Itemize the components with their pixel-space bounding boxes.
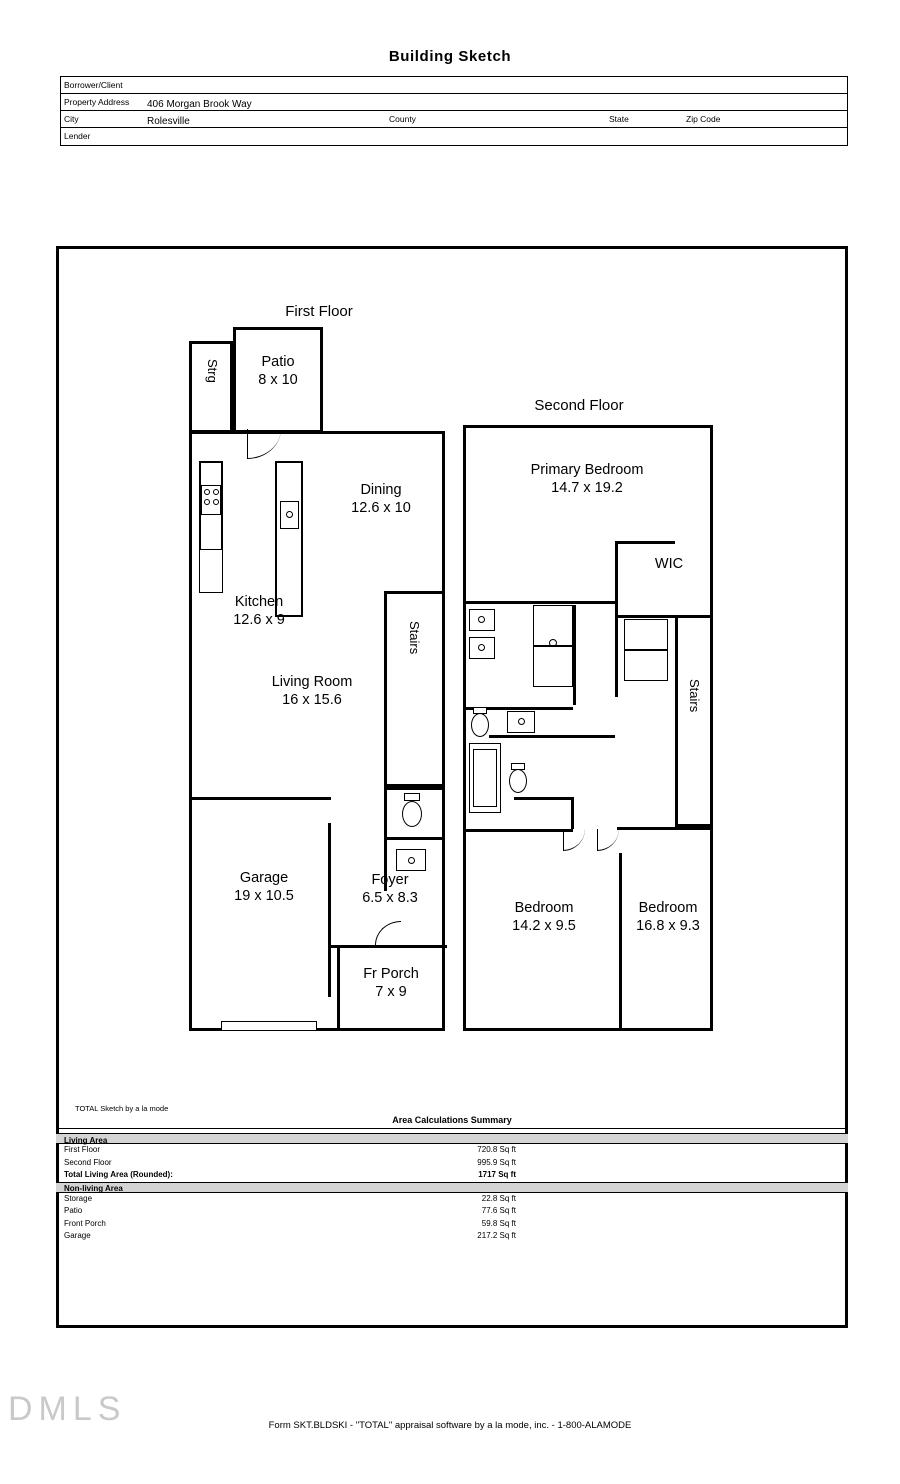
room-label-kitchen: [194, 593, 324, 629]
area-row-total-living: [56, 1169, 848, 1182]
area-row-second-floor: [56, 1157, 848, 1170]
wall-garage-right: [328, 823, 331, 997]
kitchen-dim: 12.6 x 9: [233, 612, 285, 629]
burner-icon-1: [204, 489, 210, 495]
primary-bedroom-name: Primary Bedroom: [530, 462, 644, 478]
room-outline-stairs-second: [675, 615, 713, 827]
room-label-bedroom-b: [601, 899, 735, 935]
burner-icon-3: [204, 499, 210, 505]
label-county: County: [389, 114, 416, 124]
toilet-tank-icon-second-a: [473, 707, 487, 714]
info-row-borrower: [61, 77, 847, 94]
wall-bath-first-top: [384, 787, 445, 790]
bedroom-b-name: Bedroom: [638, 900, 698, 916]
vanity-sink-icon-second-c: [518, 718, 525, 725]
label-state: State: [609, 114, 629, 124]
area-name-first-floor: First Floor: [64, 1145, 100, 1154]
bedroom-a-dim: 14.2 x 9.5: [512, 918, 576, 935]
bedroom-b-dim: 16.8 x 9.3: [636, 918, 700, 935]
area-calculations-table: [56, 1133, 848, 1243]
info-row-address: [61, 94, 847, 111]
primary-bedroom-dim: 14.7 x 19.2: [551, 480, 623, 497]
toilet-bowl-icon-second-a: [471, 713, 489, 737]
area-value-patio: 77.6 Sq ft: [481, 1206, 516, 1215]
area-value-storage: 22.8 Sq ft: [481, 1193, 516, 1203]
bathtub-inner-icon: [473, 749, 497, 807]
room-label-dining: [321, 481, 441, 517]
label-zip: Zip Code: [686, 114, 721, 124]
wall-hall-3: [463, 829, 573, 832]
living-room-name: Living Room: [271, 674, 353, 690]
foyer-dim: 6.5 x 8.3: [362, 890, 418, 907]
foyer-name: Foyer: [371, 872, 409, 888]
info-row-lender: [61, 128, 847, 145]
garage-name: Garage: [239, 870, 289, 886]
area-name-patio: Patio: [64, 1206, 83, 1215]
label-borrower: Borrower/Client: [64, 80, 123, 90]
living-room-dim: 16 x 15.6: [282, 692, 342, 709]
area-row-first-floor: [56, 1144, 848, 1157]
shower-divider: [533, 645, 573, 647]
area-row-garage: [56, 1230, 848, 1243]
front-porch-dim: 7 x 9: [375, 984, 407, 1001]
toilet-tank-icon-first: [404, 793, 420, 801]
room-label-stairs-second: Stairs: [687, 679, 702, 713]
label-city: City: [64, 114, 79, 124]
value-city: Rolesville: [147, 116, 190, 127]
first-floor-label: First Floor: [285, 303, 353, 320]
vanity-sink-icon-first: [408, 857, 415, 864]
form-footer-text: Form SKT.BLDSKI - "TOTAL" appraisal software by a la mode, inc. - 1-800-ALAMODE: [268, 1420, 632, 1431]
area-name-total-living: Total Living Area (Rounded):: [64, 1170, 173, 1179]
label-address: Property Address: [64, 97, 130, 107]
wall-hall-2: [571, 797, 574, 829]
nonliving-area-band: [56, 1182, 848, 1193]
room-label-bedroom-a: [477, 899, 611, 935]
wall-hall-1: [514, 797, 572, 800]
nonliving-area-band-label: Non-living Area: [64, 1184, 123, 1193]
toilet-bowl-icon-second-b: [509, 769, 527, 793]
wall-bedroom-top: [617, 827, 713, 830]
room-label-foyer: [337, 871, 443, 907]
room-label-primary-bedroom: [487, 461, 687, 497]
area-summary-title: Area Calculations Summary: [392, 1115, 512, 1125]
second-floor-label: Second Floor: [534, 397, 624, 414]
summary-divider: [59, 1128, 845, 1129]
room-label-patio: [243, 353, 313, 389]
garage-dim: 19 x 10.5: [234, 888, 294, 905]
living-area-band-label: Living Area: [64, 1135, 108, 1145]
wall-wic-top: [615, 541, 675, 544]
toilet-tank-icon-second-b: [511, 763, 525, 770]
patio-name: Patio: [261, 354, 295, 370]
kitchen-sink-base-icon: [199, 549, 223, 593]
page-title: Building Sketch: [388, 48, 512, 65]
area-name-storage: Storage: [64, 1193, 93, 1203]
room-label-wic: WIC: [654, 556, 684, 572]
area-row-storage: [56, 1193, 848, 1206]
sketch-credit: TOTAL Sketch by a la mode: [75, 1104, 169, 1113]
area-value-total-living: 1717 Sq ft: [478, 1170, 516, 1179]
room-label-front-porch: [343, 965, 439, 1001]
island-sink-drain-icon: [286, 511, 293, 518]
burner-icon-2: [213, 489, 219, 495]
value-address: 406 Morgan Brook Way: [147, 99, 252, 110]
vanity-sink-icon-second-b: [478, 644, 485, 651]
wall-bedroom-divider: [619, 853, 622, 1031]
area-value-garage: 217.2 Sq ft: [477, 1231, 516, 1240]
dmls-watermark: DMLS: [8, 1390, 127, 1428]
dining-name: Dining: [360, 482, 402, 498]
room-label-storage: Strg: [205, 359, 220, 383]
area-value-front-porch: 59.8 Sq ft: [481, 1218, 516, 1228]
area-name-second-floor: Second Floor: [64, 1157, 112, 1167]
wall-bath-second-left: [463, 601, 466, 807]
label-lender: Lender: [64, 131, 91, 141]
room-label-stairs-first: Stairs: [407, 621, 422, 655]
kitchen-name: Kitchen: [234, 594, 284, 610]
wall-living-garage: [189, 797, 331, 800]
wall-wic-left: [615, 541, 618, 697]
room-label-living-room: [233, 673, 391, 709]
wall-primary-bath-top: [463, 601, 615, 604]
area-name-garage: Garage: [64, 1231, 91, 1240]
area-value-second-floor: 995.9 Sq ft: [477, 1157, 516, 1167]
burner-icon-4: [213, 499, 219, 505]
wall-bath-first-mid: [384, 837, 445, 840]
garage-door-icon: [221, 1021, 317, 1031]
stair-tread-line: [624, 649, 668, 651]
area-name-front-porch: Front Porch: [64, 1218, 106, 1228]
area-row-patio: [56, 1205, 848, 1218]
toilet-bowl-icon-first: [402, 801, 422, 827]
dining-dim: 12.6 x 10: [351, 500, 411, 517]
property-info-table: [60, 76, 848, 146]
bedroom-a-name: Bedroom: [514, 900, 574, 916]
area-value-first-floor: 720.8 Sq ft: [477, 1145, 516, 1154]
area-row-front-porch: [56, 1218, 848, 1231]
wall-mid-bath-lower: [489, 735, 615, 738]
wall-wic-divider: [615, 615, 675, 618]
room-outline-storage: [189, 341, 233, 433]
patio-dim: 8 x 10: [258, 372, 298, 389]
front-porch-name: Fr Porch: [363, 966, 419, 982]
room-label-garage: [202, 869, 326, 905]
wall-shower-right: [573, 605, 576, 705]
living-area-band: [56, 1133, 848, 1144]
info-row-city: [61, 111, 847, 128]
vanity-sink-icon-second-a: [478, 616, 485, 623]
